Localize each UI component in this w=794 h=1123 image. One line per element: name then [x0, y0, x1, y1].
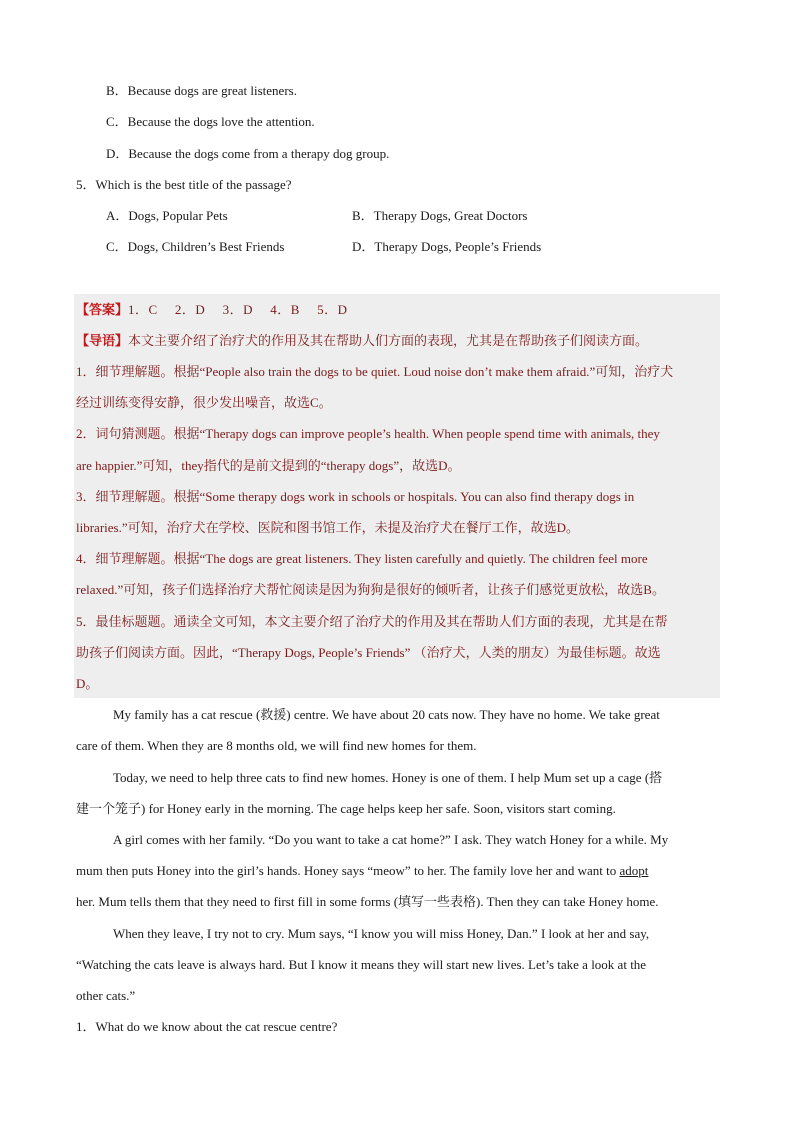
- passage-line: When they leave, I try not to cry. Mum says, “I know you will miss Honey, Dan.” I look at her and say,: [113, 926, 650, 941]
- guide-tag: 【导语】: [76, 333, 129, 348]
- explanation-line: 3．细节理解题。根据“Some therapy dogs work in schools or hospitals. You can also find therapy dogs in: [76, 489, 635, 504]
- passage-line: A girl comes with her family. “Do you want to take a cat home?” I ask. They watch Honey for a while. My: [113, 832, 669, 847]
- q5-option-c: C．Dogs, Children’s Best Friends: [106, 239, 285, 254]
- explanation-line: are happier.”可知，they指代的是前文提到的“therapy dogs”，故选D。: [76, 458, 461, 473]
- explanation-line: relaxed.”可知，孩子们选择治疗犬帮忙阅读是因为狗狗是很好的倾听者，让孩子们感觉更放松，故选B。: [76, 582, 665, 597]
- explanation-line: libraries.”可知，治疗犬在学校、医院和图书馆工作，未提及治疗犬在餐厅工作，故选D。: [76, 520, 580, 535]
- explanation-line: 2．词句猜测题。根据“Therapy dogs can improve people’s health. When people spend time with animals, they: [76, 426, 660, 441]
- q5-option-b: B．Therapy Dogs, Great Doctors: [352, 208, 528, 223]
- q5-question: 5．Which is the best title of the passage?: [76, 177, 292, 192]
- passage-line: “Watching the cats leave is always hard. But I know it means they will start new lives. Let’s take a look at the: [76, 957, 647, 972]
- explanation-line: 1．细节理解题。根据“People also train the dogs to be quiet. Loud noise don’t make them afraid.”可知，治疗犬: [76, 364, 674, 379]
- explanation-line: 经过训练变得安静，很少发出噪音，故选C。: [76, 395, 332, 410]
- q4-option-d: D．Because the dogs come from a therapy dog group.: [106, 146, 390, 161]
- q4-option-c: C．Because the dogs love the attention.: [106, 114, 315, 129]
- answer-numbers: 1．C 2．D 3．D 4．B 5．D: [128, 302, 348, 317]
- explanation-line: 4．细节理解题。根据“The dogs are great listeners. They listen carefully and quietly. The children feel more: [76, 551, 648, 566]
- underlined-word: adopt: [619, 863, 649, 878]
- explanation-line: 助孩子们阅读方面。因此，“Therapy Dogs, People’s Friends” （治疗犬，人类的朋友）为最佳标题。故选: [76, 645, 661, 660]
- answer-tag: 【答案】: [76, 302, 129, 317]
- passage-line: 建一个笼子) for Honey early in the morning. The cage helps keep her safe. Soon, visitors start coming.: [76, 801, 616, 816]
- guide-line: [76, 331, 648, 351]
- passage-line: [76, 861, 648, 881]
- q4-option-b: B．Because dogs are great listeners.: [106, 83, 297, 98]
- passage-text: mum then puts Honey into the girl’s hands. Honey says “meow” to her. The family love her and want to: [76, 863, 620, 878]
- passage-line: other cats.”: [76, 988, 136, 1003]
- passage-line: My family has a cat rescue (救援) centre. We have about 20 cats now. They have no home. We take great: [113, 707, 660, 722]
- explanation-line: 5．最佳标题题。通读全文可知，本文主要介绍了治疗犬的作用及其在帮助人们方面的表现，尤其是在帮: [76, 614, 668, 629]
- question-1: 1．What do we know about the cat rescue centre?: [76, 1019, 338, 1034]
- explanation-line: D。: [76, 676, 99, 691]
- answer-line: [76, 300, 348, 320]
- passage-line: Today, we need to help three cats to find new homes. Honey is one of them. I help Mum set up a cage (搭: [113, 770, 663, 785]
- q5-option-a: A．Dogs, Popular Pets: [106, 208, 228, 223]
- guide-text: 本文主要介绍了治疗犬的作用及其在帮助人们方面的表现，尤其是在帮助孩子们阅读方面。: [128, 333, 649, 348]
- passage-line: care of them. When they are 8 months old, we will find new homes for them.: [76, 738, 477, 753]
- passage-line: her. Mum tells them that they need to first fill in some forms (填写一些表格). Then they can take Honey home.: [76, 894, 659, 909]
- q5-option-d: D．Therapy Dogs, People’s Friends: [352, 239, 542, 254]
